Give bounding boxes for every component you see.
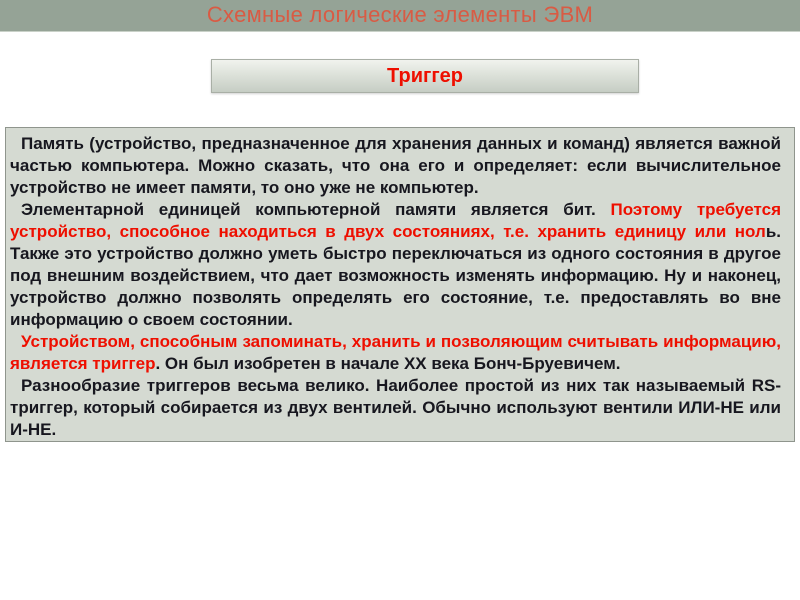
text-segment: Память (устройство, предназначенное для хранения данных и команд) является важной частью компьютера. Можно сказать, что она его и определяет: если вычислительное устройство не имеет памяти, то оно уже не компьютер. xyxy=(10,134,781,197)
trigger-title-label: Триггер xyxy=(387,64,463,87)
slide-title: Схемные логические элементы ЭВМ xyxy=(206,2,594,27)
body-text-box xyxy=(5,127,795,442)
text-segment: ь. Также это устройство должно уметь быстро переключаться из одного состояния в другое под внешним воздействием, что дает возможность изменять информацию. Ну и наконец, устройство должно позволять определять его состояние, т.е. предоставлять во вне информацию о своем состоянии. xyxy=(10,222,781,329)
paragraph xyxy=(10,199,781,331)
paragraph xyxy=(10,375,781,441)
text-segment: Поэтому требуется устройство, способное находиться в двух состояниях, т.е. хранить единицу или нол xyxy=(10,200,781,241)
trigger-title-box xyxy=(211,59,639,93)
text-segment: Разнообразие триггеров весьма велико. Наиболее простой из них так называемый RS-триггер, который собирается из двух вентилей. Обычно используют вентили ИЛИ-НЕ или И-НЕ. xyxy=(10,376,781,439)
slide-header-bar xyxy=(0,0,800,32)
text-segment: Устройством, способным запоминать, хранить и позволяющим считывать информацию, является триггер xyxy=(10,332,781,373)
text-segment: Элементарной единицей компьютерной памяти является бит. xyxy=(21,200,611,219)
text-segment: . Он был изобретен в начале XX века Бонч-Бруевичем. xyxy=(155,354,621,373)
paragraph xyxy=(10,133,781,199)
paragraph xyxy=(10,331,781,375)
